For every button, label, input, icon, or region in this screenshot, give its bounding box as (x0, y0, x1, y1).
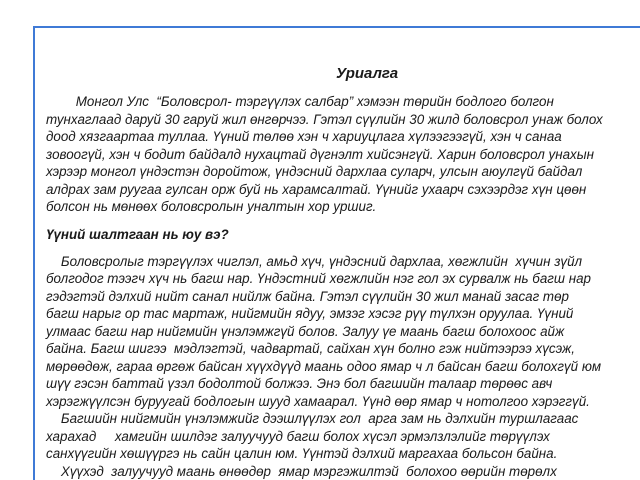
text-line: шүү гэсэн баттай үзэл бодолтой болжээ. Энэ бол багшийн талаар төрөөс авч (46, 376, 553, 391)
text-line: хэрээр монгол үндэстэн доройтож, үндэсний дархлаа суларч, улсын аюулгүй байдал (46, 164, 583, 179)
text-line: Боловсролыг тэргүүлэх чиглэл, амьд хүч, үндэсний дархлаа, хөгжлийн хүчин зүйл (46, 253, 583, 269)
text-line: санхүүгийн хөшүүргэ нь сайн цалин юм. Үүнтэй дэлхий маргахаа больсон байна. (46, 446, 558, 461)
text-line: харахад хамгийн шилдэг залуучууд багш болох хүсэл эрмэлзлэлийг төрүүлэх (46, 428, 550, 444)
text-line: багш нарыг ор тас мартаж, нийгмийн ядуу, эмзэг хэсэг рүү түлхэн оруулаа. Үүний (46, 306, 574, 321)
document-body (46, 64, 626, 480)
text-line: алдрах зам руугаа гулсан орж буй нь харамсалтай. Үүнийг ухаарч сэхээрдэг хүн цөөн (46, 181, 587, 197)
section-heading: Үүний шалтгаан нь юу вэ? (46, 226, 229, 242)
text-line: зовоогүй, хэн ч бодит байдалд нухацтай дүгнэлт хийсэнгүй. Харин боловсрол унахын (46, 146, 594, 162)
text-line: болсон нь мөнөөх боловсролын уналтын хор уршиг. (46, 199, 377, 214)
paragraph-spacer (46, 216, 626, 226)
text-line: доод хязгаартаа туллаа. Үүний төлөө хэн ч хариуцлага хүлээгээгүй, хэн ч санаа (46, 129, 562, 144)
text-line: болгодог тээгч хүч нь багш нар. Үндэстний хөгжлийн нэг гол эх сурвалж нь багш нар (46, 271, 591, 286)
body-paragraph (46, 253, 626, 480)
text-line: байна. Багш шигээ мэдлэгтэй, чадвартай, сайхан хүн болно гэж нийтээрээ хүсэж, (46, 341, 575, 356)
text-line: Багшийн нийгмийн үнэлэмжийг дээшлүүлэх гол арга зам нь дэлхийн туршлагаас (46, 411, 579, 426)
intro-paragraph (46, 93, 626, 216)
document-title: Уриалга (335, 65, 399, 82)
text-line: улмаас багш нар нийгмийн үнэлэмжгүй болов. Залуу үе маань багш болохоос айж (46, 323, 565, 339)
text-line: Хүүхэд залуучууд маань өнөөдөр ямар мэргэжилтэй болохоо өөрийн төрөлх (46, 463, 557, 479)
text-line: Монгол Улс “Боловсрол- тэргүүлэх салбар” хэмээн төрийн бодлого болгон (46, 94, 554, 109)
text-line: хэрэгжүүлсэн буруугай бодлогын шууд хамаарал. Үүнд өөр ямар ч нотолгоо хэрэггүй. (46, 393, 590, 409)
text-line: мөрөөдөж, гараа өргөж байсан хүүхдүүд маань одоо ямар ч л байсан багш болохгүй юм (46, 358, 602, 374)
text-line: гэдэгтэй дэлхий нийт санал нийлж байна. Гэтэл сүүлийн 30 жил манай засаг төр (46, 288, 569, 304)
text-line: тунхаглаад даруй 30 гаруй жил өнгөрчээ. Гэтэл сүүлийн 30 жилд боловсрол унаж болох (46, 111, 603, 127)
